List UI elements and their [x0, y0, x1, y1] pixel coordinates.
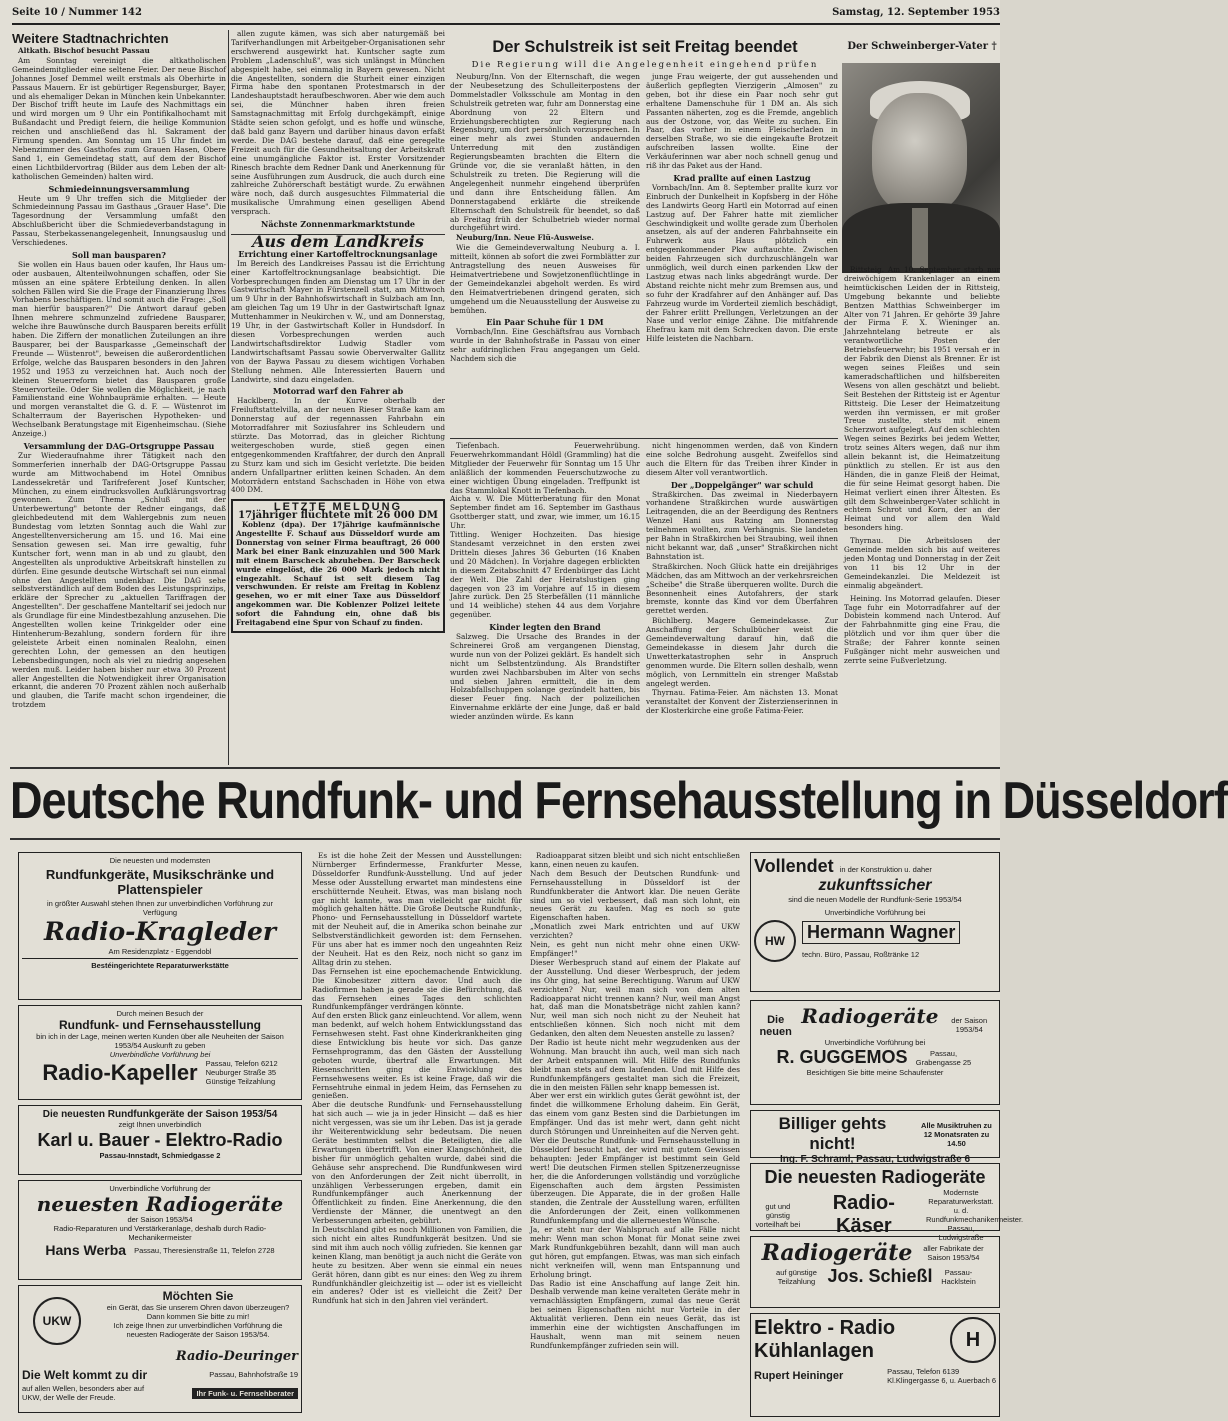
ad-editorial-col1 [312, 852, 522, 1417]
ad-radio-kapeller [18, 1005, 302, 1100]
ad-name: Hermann Wagner [802, 921, 960, 944]
ad-sub: in größter Auswahl stehen Ihnen zur unverbindlichen Vorführung zur Verfügung [47, 899, 273, 917]
ad-name: Rupert Heininger [754, 1370, 844, 1382]
ad-karl-bauer [18, 1105, 302, 1175]
ad-name: R. GUGGEMOS [776, 1047, 908, 1067]
breaking-news-label: LETZTE MELDUNG [273, 501, 403, 514]
ad-sub2: Unverbindliche Vorführung bei [109, 1050, 211, 1059]
ad-title: Die neuesten Rundfunkgeräte der Saison 1953/54 [42, 1109, 278, 1120]
ad-address: Passau-Innstadt, Schmiedgasse 2 [99, 1151, 221, 1160]
article-text: Im Bereich des Landkreises Passau ist die Errichtung einer Kartoffeltrocknungsanlage beabsichtigt. Die Vorbesprechungen finden am Dienstag um 17 Uhr in der Gastwirtschaft Mayer in Fürstenzell statt, am Mittwoch um 9 Uhr in der Bahnhofswirtschaft in Sulzbach am Inn, am gleichen Tag um 19 Uhr in der Gastwirtschaft Ignaz Muttenhammer in Neukirchen v. W., und am Donnerstag, 19 Uhr, in der Gastwirtschaft Koller in Hundsdorf. In diesen Vorbesprechungen werden auch Landwirtschaftsdirektor Ludwig Stadler vom Landwirtschaftsamt Passau sowie Oberverwalter Gallitz von der Baywa Passau zu diesem wichtigen Vorhaben Stellung nehmen. Alle Interessierten Bauern und Landwirte, sind dazu eingeladen. [231, 258, 445, 384]
column-city-news [12, 30, 226, 765]
ad-pre: Durch meinen Besuch der [116, 1009, 204, 1018]
ad-title2: Kühlanlagen [754, 1340, 875, 1362]
ad-banner-title: Deutsche Rundfunk- und Fernsehausstellung in Düsseldorf [10, 771, 1228, 830]
ukw-logo-icon: UKW [33, 1297, 81, 1345]
ad-title-sub: in der Konstruktion u. daher [839, 865, 932, 874]
column-divider [228, 30, 229, 765]
column-center-d [646, 442, 838, 765]
article-text: nicht hingenommen werden, daß von Kindern eine solche Bedrohung ausgeht. Zweifellos sind auch die Eltern für das Treiben ihrer Kinder in diesem Alter voll verantwortlich. [646, 441, 838, 477]
ad-heininger [750, 1313, 1000, 1417]
ad-badge: Ihr Funk- u. Fernsehberater [192, 1388, 298, 1399]
ad-slogan-sub: auf allen Wellen, besonders aber auf UKW, der Welle der Freude. [22, 1384, 145, 1402]
article-text: Vornbach/Inn. Eine Geschäftsfrau aus Vornbach wurde in der Bahnhofstraße in Passau von einer sehr aufdringlichen Frau angegangen um Geld. Nachdem sich die [450, 327, 640, 364]
column-center-b [646, 73, 838, 435]
article-heading: Schmiedeinnungsversammlung [48, 183, 190, 194]
heininger-logo-icon: H [950, 1317, 996, 1363]
article-text: Büchlberg. Magere Gemeindekasse. Zur Anschaffung der Schulbücher weist die Gemeindeverwaltung darauf hin, daß die Gemeindekasse in diesem Jahr durch die Unwetterkatastrophen sehr in Anspruch genommen wurde. Die Eltern sollen deshalb, wenn möglich, von Lernmitteln ein strenger Maßstab angelegt werden. [646, 616, 838, 688]
ad-footer: Bestéingerichtete Reparaturwerkstätte [22, 958, 298, 970]
ad-title: Rundfunkgeräte, Musikschränke und Plattenspieler [45, 867, 275, 897]
page-header [12, 3, 1000, 25]
ad-address: Passau, Grabengasse 25 [915, 1048, 972, 1067]
column-district-news [231, 30, 445, 765]
article-text: Straßkirchen. Das zweimal in Niederbayern vorhandene Straßkirchen wurde auswärtigen Leitragenden, die an der Beerdigung des Rentners Wenzel Hani aus Ratzing am Donnerstag teilnehmen wollten, zum Verhängnis. Sie landeten per Bahn in Straßkirchen bei Straubing, weil ihnen nicht bekannt war, daß „unser" Straßkirchen nicht Bahnstation ist. [646, 489, 838, 561]
ad-schraml [750, 1110, 1000, 1165]
ad-sub: Unverbindliche Vorführung bei [824, 1038, 926, 1047]
article-text: allen zugute kämen, was sich aber naturgemäß bei Tarifverhandlungen mit Arbeitgeber-Organisationen sehr erschwerend ausgewirkt hat. Kuntscher sagte zum Problem „Ladenschluß", was sich unlängst in München abgespielt habe, sei einmalig in Bayern gewesen. Nicht die Angestellten, sondern die Sturheit einer einzigen Firma habe den spontanen Protestmarsch in der Landeshauptstadt heraufbeschworen. Aber wie dem auch sei, die Münchner haben ihren freien Samstagnachmittag mit Erfolg durchgekämpft, einige Städte seien schon gefolgt, und es hoffe und wünsche, daß bald ganz Bayern und darüber hinaus davon erfaßt werde. Die DAG bestehe darauf, daß eine geregelte Freizeit auch für die Gesundheitsaltung der Arbeitskraft eine unumgängliche Faktor ist. Erster Vorsitzender Rinesch brachte dem Redner Dank und Anerkennung für seine Ausführungen zum Ausdruck, die auch durch eine zahlreiche Zuhörerschaft bestätigt wurde. Zu erwähnen wäre noch, daß durch ausgesuchtes Filmmaterial die musikalische Umrahmung einen geselligen Abend versprach. [231, 29, 445, 217]
ad-name: Jos. Schießl [827, 1266, 933, 1286]
ad-title-sub: Alle Musiktruhen zu 12 Monatsraten zu 14.50 [921, 1120, 992, 1148]
ad-address: Modernste Reparaturwerkstatt. u. d. Rundfunkmechanikermeister. Passau, Ludwigstraße [926, 1188, 1024, 1242]
ad-sub: sind die neuen Modelle der Rundfunk-Serie 1953/54 [788, 895, 962, 904]
ad-name: Ing. F. Schraml, Passau, Ludwigstraße 6 [779, 1154, 971, 1165]
article-heading: Motorrad warf den Fahrer ab [272, 386, 404, 397]
editorial-text: Es ist die hohe Zeit der Messen und Ausstellungen: Nürnberger Erfindermesse, Frankfurter Messe, Düsseldorfer Rundfunk-Ausstellung. Und auf jeder Messe oder Ausstellung erwartet man mindestens eine erschütternde Neuheit. Etwas, was man bislang noch gar nicht kannte, was man vielleicht gar nicht für möglich gehalten hätte. Die Große Deutsche Rundfunk-, Phono- und Fernsehausstellung in Düsseldorf wartete mit der Neuheit auf, die in Amerika schon beinahe zur Selbstverständlichkeit geworden ist: dem Fernsehen. Für uns aber hat es immer noch den ungeahnten Reiz der Neuheit. Hat es den Reiz, noch nicht so ganz im Alltag drin zu stehen. Das Fernsehen ist eine epochemachende Entwicklung. Die Kinobesitzer zittern davor. Und auch die Radiofirmen haben ja gerade sie die Befürchtung, daß das Fernsehen eines Tages den schlichten Rundfunkempfänger verdrängen könnte. Auf den ersten Blick ganz einleuchtend. Vor allem, wenn man bedenkt, auf welch hohem Entwicklungsstand das Fernsehwesen steht. Fast ohne Kinderkrankheiten ging diese Entwicklung bis heute vor sich. Das ganze Fernsehprogramm, das den Gästen der Ausstellung geboten wurde, übertraf alle Erwartungen. Mit Riesenschritten ging die Entwicklung des Fernsehwesens weiter. Es ist keine Frage, daß wir die Fernsehtruhe einmal in jedem Heim, das Fernsehen zu genießen. Aber die deutsche Rundfunk- und Fernsehausstellung hat sich auch — wie ja in jeder Hinsicht — daß es hier nicht vergessen, was sie um ihr Leben. Das ist ja gerade ihr Weiterentwicklung sehr bedeutsam. Die neuen Geräte bestimmten selbst die Beteiligten, die alle Erwartungen übertrifft. Von einer Klangschönheit, die bisher für unmöglich gehalten wurde, dabei sind die Gehäuse sehr ansprechend. Die Rundfunkwesen wird von den Anforderungen der Zeit nicht überrollt, in unzähligen Verbesserungen ergeben, damit ein Rundfunkempfänger auch Anerkennung der Öffentlichkeit zu finden. Eine Anerkennung, die den Verdienste der Männer, die unentwegt an den Verbesserungen arbeiten, gebührt. In Deutschland gibt es noch Millionen von Familien, die sich nicht ein altes Rundfunkgerät besitzen. Und sie sind mit ihm auch noch völlig zufrieden. Sie kennen gar keinen Klang, man benötigt ja auch nicht die Geräte von heute zu besitzen. Aber wenn sie einmal ein neues Gerät hören, dann gibt es nur eines: den Weg zu ihrem Rundfunkhändler gleichzeitig ist — oder ist es vielleicht ein anderes? Oder ist es vielleicht die Zeit? Der Rundfunk hat sich in den Jahren viel verändert. [312, 851, 522, 1306]
ad-name: Karl u. Bauer - Elektro-Radio [37, 1130, 283, 1150]
article-text: junge Frau weigerte, der gut aussehenden und äußerlich gepflegten Vierzigerin „Almosen" zu geben, bot ihr diese ein Paar noch sehr gut erhaltene Damenschuhe für 1 DM an. Als sich Passanten näherten, zog es die Fremde, angeblich aus der Ostzone, vor, das Weite zu suchen. Ein Paar, das vorher in einem Fleischerladen in derselben Straße, wo sie die eingekaufte Brotzeit aufschreiben lassen wollte. Eine der Verkäuferinnen war aber noch schnell genug und riß ihr das Paket aus der Hand. [646, 72, 838, 171]
ad-name: Radio-Kapeller [42, 1059, 198, 1085]
ad-pre: Die neuen [759, 1014, 792, 1038]
ad-title: neuesten Radiogeräte [36, 1192, 284, 1216]
article-text: Tiefenbach. Feuerwehrübung. Feuerwehrkommandant Höldl (Grammling) hat die Mitglieder der Feuerwehr für Sonntag um 15 Uhr anläßlich der kommenden Feuerschutzwoche zu einer wichtigen Übung eingeladen. Treffpunkt ist das Stammlokal Knott in Tiefenbach. Aicha v. W. Die Mütterberatung für den Monat September findet am 16. September im Gasthaus Gsottberger statt, und zwar, wie immer, um 16.15 Uhr. Tittling. Weniger Hochzeiten. Das hiesige Standesamt verzeichnet in den ersten zwei Dritteln dieses Jahres 36 Geburten (16 Knaben und 20 Mädchen). In Vorjahre dagegen erblickten in diesem Zeitabschnitt 47 Erdenbürger das Licht der Welt. Die Zahl der Heiratslustigen ging dagegen von 23 im Vorjahre auf 15 in diesem Jahre zurück. Den 25 Sterbefällen (11 männliche und 14 weibliche) stehen 44 aus dem Vorjahre gegenüber. [450, 441, 640, 620]
article-text: Hacklberg. In der Kurve oberhalb der Freiluftstattelvilla, an der neuen Rieser Straße kam am Donnerstag auf der regennassen Fahrbahn ein Motorradfahrer mit Soziusfahrer ins Schleudern und stürzte. Das Motorrad, das in gleicher Richtung weitergeschoben wurde, stieß gegen einen entgegenkommenden Kraftfahrer, der durch den Anprall zu Sturz kam und sich im Gesicht verletzte. Die beiden andern Unfallpartner erlitten keinen Schaden. An dem Motorrädern entstand Sachschaden in Höhe von etwa 400 DM. [231, 396, 445, 495]
article-text: Thyrnau. Die Arbeitslosen der Gemeinde melden sich bis auf weiteres jeden Montag und Donnerstag in der Zeit von 11 bis 12 Uhr in der Gemeindekanzlei. Die Meldezeit ist einmalig abgeändert. [844, 536, 1000, 590]
article-text: Neuburg/Inn. Von der Elternschaft, die wegen der Neubesetzung des Schulleiterpostens der Dommelstadler Volksschule am Montag in den Schulstreik getreten war, fuhr am Donnerstag eine Abordnung von 22 Eltern und Erziehungsberechtigten zur Regierung nach Regensburg, um dort persönlich vorzusprechen. In einer mehr als zwei Stunden andauernden Unterredung mit den zuständigen Regierungsbeamten brachten die Eltern die Gründe vor, die sie veranlaßt hätten, in den Schulstreik zu treten. Die Regierung will die Angelegenheit nunmehr eingehend überprüfen und dann ihre Entscheidung fällen. Am Donnerstagabend erklärte die streikende Elternschaft den Schulstreik für beendet, so daß ab Freitag früh der Schulbetrieb wieder normal durchgeführt wird. [450, 72, 640, 233]
banner-rule [10, 838, 1000, 840]
editorial-text: Radioapparat sitzen bleibt und sich nicht entschließen kann, einen neuen zu kaufen. Nach dem Besuch der Deutschen Rundfunk- und Fernsehausstellung in Düsseldorf ist der Rundfunkberater die Antwort klar. Die neuen Geräte sind um so viel verbessert, daß man sich lohnt, ein neues Gerät zu kaufen. Mag es noch so gute Eigenschaften haben. „Monatlich zwei Mark entrichten und auf UKW verzichten? Nein, es geht nun nicht mehr ohne einen UKW-Empfänger!" Dieser Werbespruch stand auf einem der Plakate auf der Ausstellung. Und dieser Werbespruch, der jedem ins Ohr ging, hat seine Berechtigung. Warum auf UKW verzichten? Nur, weil man sich von dem alten Radioapparat nicht trennen kann? Nur, weil man Angst hat, daß man die Monatsbeträge nicht zahlen kann? Nur, weil man sich noch nicht zu der Neuheit hat entschließen können. Sich noch nicht mit dem Gedanken, den alten dem Neuesten anstelle zu lassen? Der Radio ist heute nicht mehr wegzudenken aus der Wohnung. Man braucht ihn auch, weil man sich nach der Arbeit entspannen will. Mit Hilfe des Rundfunks bleibt man stets auf dem laufenden. Und mit Hilfe des Rundfunkempfängers gestaltet man sich die Freizeit, die in den meisten Fällen sehr knapp bemessen ist. Aber wer erst ein wirklich gutes Gerät gewöhnt ist, der findet die willkommene Erholung daheim. Ein Gerät, das einem vom ganz Besten sind die Darbietungen im Empfänger. Und das ist mehr wert, dann geht nicht durch Störungen und Unreinheiten auf die Nerven geht. Wer die Deutsche Rundfunk- und Fernsehausstellung in Düsseldorf besucht hat, der wird mit gutem Gewissen behaupten: Jeder Empfänger ist bestimmt sein Geld wert! Die deutschen Firmen stellen Spitzenerzeugnisse her, die die Anforderungen vollständig und vorzügliche Eigenschaften auch dem ärgsten Pessimisten überzeugen. Die Apparate, die in der großen Halle standen, die Zentrale der Ausstellung waren, erfüllten die Anforderungen der Zeit, einen vollkommenen Rundfunkempfang und die allerneuesten Wünsche. Ja, er steht nur der Wahlspruch auf alle Fälle nicht mehr: Wenn man schon Monat für Monat seine zwei Mark Rundfunkgebühren bezahlt, dann will man auch gut hören, gut empfangen. Etwas, was man sich einfach nicht verkneifen will, wenn man Entspannung und Erholung bringt. Das Radio ist eine Anschaffung auf lange Zeit hin. Deshalb verwende man keine veralteten Geräte mehr in vernachlässigten Empfängern, zumal das neue Gerät bei seinen Eigenschaften nicht nur Vorteile in der Aktualität verlieren. Denn ein neues Gerät, das ist immerhin eine der wichtigsten Anschaffungen im Haushalt, wenn man mit seinem neuen Rundfunkempfänger zufrieden sein will. [530, 851, 740, 1350]
ad-radio-deuringer [18, 1285, 302, 1413]
article-text: Thyrnau. Fatima-Feier. Am nächsten 13. Monat veranstaltet der Konvent der Zisterzienserinnen in der Klosterkirche eine große Fatima-Feier. [646, 688, 838, 716]
article-heading: Altkath. Bischof besucht Passau [18, 46, 150, 55]
ad-sub: bin ich in der Lage, meinen werten Kunden über alle Neuheiten der Saison 1953/54 Auskunft zu geben [36, 1032, 284, 1050]
ad-sub2: Radio-Reparaturen und Verstärkeranlage, deshalb durch Radio-Mechanikermeister [53, 1224, 267, 1242]
article-text: Sie wollen ein Haus bauen oder kaufen, Ihr Haus um- oder ausbauen, Altenteilwohnungen schaffen, oder Sie müssen an eine spätere Erbteilung denken. In allen solchen Fällen wird Sie die Frage der Finanzierung Ihres Vorhabens beschäftigen. Und somit auch die Frage: „Soll man hierfür bausparen?" Die Antwort darauf geben Ihnen mehrere schmunzelnd zufriedene Bausparer, welche ihre Bauwünsche durch Bausparen bereits erfüllt haben. Die Ziffern der monatlichen Zuteilungen an ihre Bausparer, bei der Bausparkasse „Gemeinschaft der Freunde — Wüstenrot", beweisen die außerordentlichen Erfolge, welche das Bausparen besonders in den Jahren 1952 und 1953 zu verzeichnen hat. Auch noch der kleinen Steuerreform bietet das Bausparen große Steuervorteile. Oder Sie wollen die Möglichkeit, je nach Familienstand eine Wohnbauprämie erhalten. — Heute und morgen veranstaltet die G. d. F. — Wüstenrot im Schalterraum der Bayerischen Hypotheken- und Wechselbank Beratungstage mit Eigenheimschau. (Siehe Anzeige.) [12, 259, 226, 439]
ad-name: Radio-Deuringer [175, 1349, 298, 1364]
photo-caption: Der Schweinberger-Vater † [847, 41, 997, 52]
main-subheadline: Die Regierung will die Angelegenheit eingehend prüfen [471, 60, 819, 70]
ad-sub: zeigt Ihnen unverbindlich [118, 1120, 202, 1129]
article-text: Straßkirchen. Noch Glück hatte ein dreijähriges Mädchen, das am Mittwoch an der verkehrsreichen „Scheibe" die Straße überqueren wollte. Durch die Besonnenheit eines Autofahrers, der stark bremste, konnte das Kind vor dem Überfahren gerettet werden. [646, 561, 838, 616]
ad-address: Passau, Telefon 6139 Kl.Klingergasse 6, u. Auerbach 6 [887, 1367, 996, 1385]
main-headline: Der Schulstreik ist seit Freitag beendet [492, 38, 798, 56]
ad-editorial-col2 [530, 852, 740, 1417]
ad-title: Die neuesten Radiogeräte [764, 1167, 986, 1187]
column-center-a [450, 73, 640, 435]
article-heading: Soll man bausparen? [72, 249, 166, 260]
ad-sub2: Ich zeige Ihnen zur unverbindlichen Vorführung die neuesten Radiogeräte der Saison 1953/54. [113, 1321, 283, 1339]
article-heading: Krad prallte auf einen Lastzug [673, 172, 811, 183]
ad-address: Passau-Hacklstein [941, 1267, 976, 1286]
ad-address: Passau, Theresienstraße 11, Telefon 2728 [134, 1245, 275, 1255]
article-text: Zur Wiederaufnahme ihrer Tätigkeit nach den Sommerferien innerhalb der DAG-Ortsgruppe Passau wurde am Mittwochabend im Hotel Omnibus Landessekretär und Tarifreferent Josef Kuntscher, München, zu einem eindrucksvollen Aufklärungsvortrag gewonnen. Zum Thema „Schluß mit der Unterbewertung" betonte der Redner eingangs, daß gleichbedeutend mit dem Wahlergebnis zum neuen Bundestag vom letzten Sonntag auch die Wahl zur Angestelltenversicherung am 15. und 16. Mai eine Sensation gewesen sei. Man irre gewaltig, fuhr Kuntscher fort, wenn man in ab und zu glaubt, den Angestellten als unproduktive Arbeitskraft hinstellen zu dürfen. Eine gesunde deutsche Wirtschaft sei nun einmal ohne den Angestellten undenkbar. Die DAG sehe selbstverständlich auf dem Boden des Leistungsprinzips, erkläre der Sprecher zu „aktuellen Tariffragen der Angestellten". Der geschaffene Manteltarif sei jedoch nur als Grundlage für eine Mindestbezahlung anzusehen. Die Angestellten wollen keine Trinkgelder oder eine Hintenherum-Bezahlung, sondern fordern für ihre geleistete Arbeit einen nominalen Realohn, einen gerechten Lohn, der gemessen an den heutigen Lebensbedingungen, noch als viel zu niedrig angesehen werden muß. Leider haben bisher nur etwa 30 Prozent aller Angestellten die Notwendigkeit ihrer Organisation erkannt, die anderen 70 Prozent zählen noch außerhalb und glauben, die Tarife macht schon irgendeiner, die trotzdem [12, 450, 226, 710]
article-heading: Nächste Zonnenmarkmarktstunde [261, 219, 415, 230]
ad-hans-werba [18, 1180, 302, 1280]
ad-footer: Besichtigen Sie bitte meine Schaufenster [806, 1068, 944, 1077]
ad-title-sub: aller Fabrikate der Saison 1953/54 [923, 1244, 984, 1262]
article-heading: Neuburg/Inn. Neue Flü-Ausweise. [456, 233, 594, 243]
column-right [844, 266, 1000, 765]
article-heading: Kinder legten den Brand [489, 622, 601, 633]
ad-title: Vollendet [754, 856, 834, 876]
article-heading: Errichtung einer Kartoffeltrocknungsanlage [238, 248, 438, 259]
ad-title: Möchten Sie [162, 1289, 234, 1303]
ad-title: Rundfunk- und Fernsehausstellung [58, 1018, 261, 1032]
article-text: Wie die Gemeindeverwaltung Neuburg a. I. mitteilt, können ab sofort die zwei Formblätter zur Antragstellung des neuen Ausweises für Heimatvertriebene und Sowjetzonenflüchtlinge in der Gemeindekanzlei abgeholt werden. Es wird den Heimatvertriebenen dringend geraten, sich umgehend um die Neuausstellung der Ausweise zu bemühen. [450, 243, 640, 315]
article-text: Heute um 9 Uhr treffen sich die Mitglieder der Schmiedeinnung Passau im Gasthaus „Grauer Hase". Die Tagesordnung der Versammlung umfaßt den Abschlußbericht über die Schmiedeverbandstagung in Passau, Sterbekassenangelegenheit, Innungsauslug und Verschiedenes. [12, 193, 226, 248]
page-number: Seite 10 / Nummer 142 [12, 7, 142, 18]
page-date: Samstag, 12. September 1953 [832, 7, 1000, 18]
ad-title: Radiogeräte [801, 1004, 939, 1028]
ad-hermann-wagner [750, 852, 1000, 992]
ad-sub: der Saison 1953/54 [127, 1215, 193, 1224]
ad-radio-kragleder [18, 852, 302, 1000]
section-title: Aus dem Landkreis [231, 234, 445, 247]
ad-sub: ein Gerät, das Sie unserem Ohren davon überzeugen? Dann kommen Sie bitte zu mir! [106, 1303, 290, 1321]
ad-address: Passau, Bahnhofstraße 19 [209, 1370, 298, 1379]
section-divider [450, 438, 838, 439]
ad-pre: Die neuesten und modernsten [109, 856, 211, 865]
ad-title: Billiger gehts nicht! [778, 1114, 887, 1153]
article-text: Heining. Ins Motorrad gelaufen. Dieser Tage fuhr ein Motorradfahrer auf der Dobistein kommend nach Unterod. Auf der Fahrbahnmitte ging eine Frau, die plötzlich und vor ihm quer über die Straße; der Fahrer konnte seinen Fußgänger nicht mehr ausweichen und zerrte seine Fußverletzung. [844, 593, 1000, 665]
article-text: Rittsteig. Am 10. September starb nur dreiwöchigem Krankenlager an einem heimtückischen Leiden der in Rittsteig, Umgebung bekannte und beliebte Bentzen Matthias Schweinberger im Alter von 71 Jahren. Er gehörte 39 Jahre der Firma F. X. Wieninger an. Jahrzehntelang betreute er als verantwortliche Posten der Betriebsfeuerwehr; bis 1951 versah er in der Fabrik den Dienst als Brenner. Er ist wegen seines Fleißes und sein kameradschaftlichen und hilfsbereiten Wesens von allen geschätzt und beliebt. Seit Bestehen der Rittsteig ist er Agentur Rittsteig. Die Leser der Heimatzeitung werden ihn vermissen, er mit großer Treue zustellte, stets mit einem Scherzwort aufgelegt. Auf den schlechten Wegen seines Bezirks bei jedem Wetter, trotz seines Alters wegen, daß nur ihm allein bekannt ist, die Heimatzeitung pünktlich zu stellen. Er ist aus den Händen, die in ganze Fleiß der Heimat, die für seine Heimat gesorgt haben. Die Heimat verliert einen ihrer Ältesten. Es gilt dem Schweinberger-Vater schlicht in echtem Schrot und Korn, der an der Heimat und vor allem den Wald besonders hing. [844, 265, 1000, 533]
ad-title: Radiogeräte [761, 1240, 913, 1266]
ad-title: Elektro - Radio [754, 1317, 896, 1339]
ad-sub: gut und günstig vorteilhaft bei [755, 1201, 801, 1229]
ad-address: Passau, Telefon 6212 Neuburger Straße 35 Günstige Teilzahlung [205, 1059, 278, 1086]
ad-radio-kaeser [750, 1163, 1024, 1242]
section-title: Weitere Stadtnachrichten [12, 31, 169, 46]
breaking-news-heading: 17jähriger flüchtete mit 26 000 DM [238, 510, 438, 522]
ad-address: Am Residenzplatz - Eggendobl [108, 947, 212, 956]
ad-guggemos [750, 1000, 1000, 1105]
ad-slogan: Die Welt kommt zu dir [22, 1368, 148, 1382]
article-heading: Ein Paar Schuhe für 1 DM [486, 317, 604, 328]
ad-title2: zukunftssicher [818, 877, 932, 894]
ad-name: Radio-Käser [832, 1192, 895, 1237]
breaking-news-box [231, 499, 445, 633]
ad-pre: Unverbindliche Vorführung der [109, 1184, 211, 1193]
ad-sub: auf günstige Teilzahlung [776, 1267, 817, 1286]
ad-schiessl [750, 1236, 1000, 1308]
article-text: Am Sonntag vereinigt die altkatholischen Gemeindemitglieder eine seltene Feier. Der neue Bischof Johannes Josef Demmel weilt erstmals als Oberhirte in Passaus Mauern. Er ist gebürtiger Regensburger, Bayer, und als ehemaliger Dekan in München kein Unbekannter. Der Bischof trifft heute im Laufe des Nachmittags ein und wird morgen um 9 Uhr ein Pontifikalhochamt mit Bußandacht und Predigt feiern, die heilige Kommunion reichen und anschließend das hl. Sakrament der Firmung spenden. Am Sonntag um 15 Uhr findet im Nebenzimmer des Gasthofes zum Grauen Hasen, Obere Sand 1, ein Gemeindetag statt, auf dem der Bischof einen Lichtbildervortrag (Bilder aus dem Leben der alt-katholischen Gemeinden) halten wird. [12, 55, 226, 181]
column-center-c [450, 442, 640, 765]
ad-sub2: Unverbindliche Vorführung bei [824, 908, 926, 917]
article-text: Salzweg. Die Ursache des Brandes in der Schreinerei Groß am vergangenen Dienstag, wurde nun von der Polizei geklärt. Es handelt sich nicht um Selbstentzündung. Als Brandstifter wurden zwei Nachbarsbuben im Alter von sechs und sieben Jahren ermittelt, die in dem Holzabfallschuppen solange gezündelt hatten, bis dieser Feuer fing. Nach der polizeilichen Einvernahme erklärte der eine Junge, daß er bald wieder anzünden würde. Es kann [450, 632, 640, 722]
article-heading: Der „Doppelgänger" war schuld [670, 479, 814, 490]
ad-name: Hans Werba [45, 1242, 127, 1258]
article-text: Vornbach/Inn. Am 8. September prallte kurz vor Einbruch der Dunkelheit in Kopfsberg in der Höhe des Landwirts Georg Hartl ein Motorrad auf einen Lastzug auf. Der Fahrer hatte mit ziemlicher Geschwindigkeit und wollte gerade zum Überholen ansetzen, als auf der anderen Fahrbahnseite ein Fuhrwerk aus Haus plötzlich ein entgegenkommender Pkw auftauchte. Zwischen beiden Fahrzeugen sich durchzuschlängeln war unmöglich, weil durch einen parkenden Lkw der Lastzug etwas nach links abgedrängt wurde. Der Abstand reichte nicht mehr zum Bremsen aus, und so fuhr der Kradfahrer auf den Anhänger auf. Das Fahrzeug wurde im Vorderteil ziemlich beschädigt, der Fahrer erlitt Prellungen, Verletzungen an der Nase und verlor einige Zähne. Die mitfahrende Ehefrau kam mit dem Schrecken davon. Die erste Hilfe leisteten die Nachbarn. [646, 182, 838, 344]
hw-logo-icon: HW [754, 920, 796, 962]
breaking-news-text: Koblenz (dpa). Der 17jährige kaufmännische Angestellte F. Schauf aus Düsseldorf wurde am Donnerstag von seiner Firma beauftragt, 26 000 Mark bei einer Bank einzuzahlen und 500 Mark mit einem Barscheck abzuheben. Der Barscheck wurde eingelöst, die 26 000 Mark jedoch nicht eingezahlt. Schauf ist seit diesem Tag verschwunden. Er reiste am Freitag in Koblenz gesehen, wo er mit einer Taxe aus Düsseldorf angekommen war. Die Koblenzer Polizei leitete sofort die Fahndung ein, ohne daß bis Freitagabend eine Spur von Schauf zu finden. [236, 520, 440, 628]
ad-name: Radio-Kragleder [43, 917, 277, 946]
article-heading: Versammlung der DAG-Ortsgruppe Passau [23, 440, 215, 451]
ad-title-sub: der Saison 1953/54 [951, 1016, 988, 1034]
ad-address: techn. Büro, Passau, Roßtränke 12 [802, 949, 920, 959]
portrait-photo [842, 63, 1000, 263]
